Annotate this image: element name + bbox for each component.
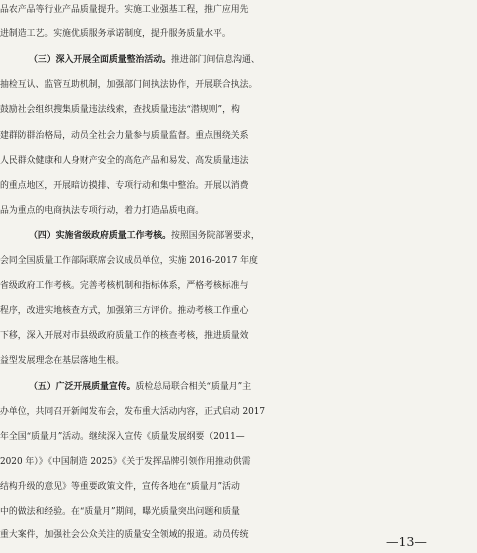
- section-four-line: （四）实施省级政府质量工作考核。按照国务院部署要求，: [29, 231, 260, 241]
- body-line: 程序，改进实地核查方式，加强第三方评价。推动考核工作重心: [0, 306, 249, 316]
- body-line: 鼓励社会组织搜集质量违法线索，查找质量违法“潜规则”，构: [0, 105, 240, 115]
- body-line: 进制造工艺。实施优质服务承诺制度，提升服务质量水平。: [0, 29, 231, 39]
- body-line: 年全国“质量月”活动。继续深入宣传《质量发展纲要（2011—: [0, 432, 245, 442]
- body-line: 省级政府工作考核。完善考核机制和指标体系，严格考核标准与: [0, 281, 249, 291]
- body-line: 品农产品等行业产品质量提升。实施工业强基工程，推广应用先: [0, 5, 249, 15]
- body-line: 建群防群治格局，动员全社会力量参与质量监督。重点围绕关系: [0, 131, 249, 141]
- page-number: —13—: [386, 534, 427, 549]
- body-line: 办单位，共同召开新闻发布会，发布重大活动内容，正式启动 2017: [0, 407, 266, 417]
- body-line: 重大案件，加强社会公众关注的质量安全领域的报道。动员传统: [0, 530, 249, 540]
- body-line: 人民群众健康和人身财产安全的高危产品和易发、高发质量违法: [0, 156, 249, 166]
- body-line: 2020 年）》《中国制造 2025》《关于发挥品牌引领作用推动供需: [0, 457, 251, 467]
- body-line: 品为重点的电商执法专项行动，着力打造品质电商。: [0, 206, 205, 216]
- body-line: 抽检互认、监管互助机制，加强部门间执法协作，开展联合执法。: [0, 80, 258, 90]
- body-line: 益型发展理念在基层落地生根。: [0, 356, 125, 366]
- body-line: 结构升级的意见》等重要政策文件，宣传各地在“质量月”活动: [0, 482, 240, 492]
- body-line: 会同全国质量工作部际联席会议成员单位，实施 2016-2017 年度: [0, 256, 258, 266]
- section-five-heading: （五）广泛开展质量宣传。: [29, 382, 136, 392]
- section-four-heading: （四）实施省级政府质量工作考核。: [29, 231, 171, 241]
- body-line: 的重点地区，开展暗访摸排、专项行动和集中整治。开展以消费: [0, 181, 249, 191]
- section-five-line: （五）广泛开展质量宣传。质检总局联合相关“质量月”主: [29, 382, 252, 392]
- section-three-line: （三）深入开展全面质量整治活动。推进部门间信息沟通、: [29, 55, 260, 65]
- body-line: 中的做法和经验。在“质量月”期间，曝光质量突出问题和质量: [0, 507, 240, 517]
- body-line: 下移，深入开展对市县级政府质量工作的核查考核，推进质量效: [0, 331, 249, 341]
- section-three-heading: （三）深入开展全面质量整治活动。: [29, 55, 171, 65]
